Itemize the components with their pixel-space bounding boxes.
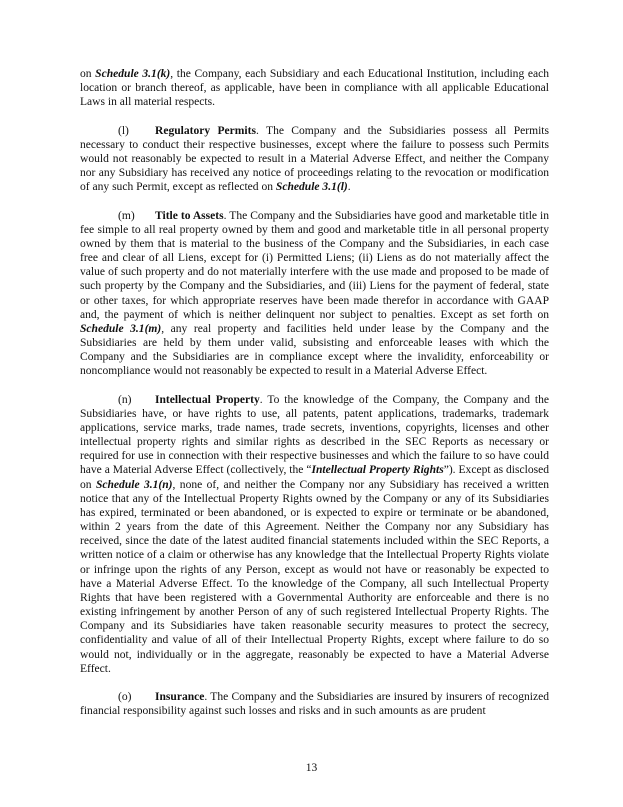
text: . The Company and the Subsidiaries possess all Permits necessary to conduct their respective businesses, except where the failure to possess such Permits would not reasonably be expected to result in a Material Adverse Effect, and neither the Company nor any Subsidiary has received any notice of proceedings relating to the revocation or modification of any such Permit, except as reflected on [80, 124, 550, 194]
section-heading: Title to Assets [155, 209, 224, 222]
text: , any real property and facilities held under lease by the Company and the Subsidiaries are held by them under valid, subsisting and enforceable leases with which the Company and the Subsidiaries are in compliance except where the invalidity, enforceability or noncompliance would not reasonably be expected to result in a Material Adverse Effect. [80, 322, 549, 378]
schedule-reference: Schedule 3.1(m) [80, 322, 162, 335]
text: on [80, 68, 96, 80]
schedule-reference: Schedule 3.1(n) [95, 478, 173, 491]
section-heading: Regulatory Permits [155, 124, 256, 137]
defined-term: Intellectual Property Rights [311, 464, 444, 477]
section-number: (l) [118, 124, 129, 137]
text: . [347, 181, 351, 194]
section-heading: Insurance [155, 691, 205, 703]
section-number: (o) [118, 691, 132, 703]
schedule-reference: Schedule 3.1(k) [95, 68, 171, 80]
text: , the Company, each Subsidiary and each Educational Institution, including each location or branch thereof, as applicable, have been in compliance with all applicable Educational Laws in all material respects. [80, 68, 549, 109]
paragraph-k-continued [80, 67, 549, 109]
paragraph-m-title-to-assets [80, 209, 549, 379]
section-number: (n) [118, 393, 132, 406]
paragraph-o-insurance [80, 690, 549, 718]
paragraph-l-regulatory-permits [80, 124, 549, 195]
text: . The Company and the Subsidiaries are insured by insurers of recognized financial responsibility against such losses and risks and in such amounts as are prudent [80, 691, 549, 718]
schedule-reference: Schedule 3.1(l) [275, 181, 348, 194]
text: . To the knowledge of the Company, the Company and the Subsidiaries have, or have rights to use, all patents, patent applications, trademarks, trademark applications, service marks, trade names, trade secrets, inventions, copyrights, licenses and other intellectual property rights and similar rights as described in the SEC Reports as necessary or required for use in connection with their respective businesses and which the failure to so have could have a Material Adverse Effect (collectively, the “ [80, 393, 549, 477]
text: ”). Except as disclosed on [80, 464, 550, 491]
text: , none of, and neither the Company nor any Subsidiary has received a written notice that any of the Intellectual Property Rights owned by the Company or any of its Subsidiaries has expired, terminated or been abandoned, or is expected to expire or terminate or be abandoned, within 2 years from the date of this Agreement. Neither the Company nor any Subsidiary has received, since the date of the latest audited financial statements included within the SEC Reports, a written notice of a claim or otherwise has any knowledge that the Intellectual Property Rights violate or infringe upon the rights of any Person, except as would not have or reasonably be expected to have a Material Adverse Effect. To the knowledge of the Company, all such Intellectual Property Rights that have been registered with a Governmental Authority are enforceable and there is no existing infringement by another Person of any of such registered Intellectual Property Rights. The Company and its Subsidiaries have taken reasonable security measures to protect the secrecy, confidentiality and value of all of their Intellectual Property Rights, except where failure to do so would not, individually or in the aggregate, reasonably be expected to have a Material Adverse Effect. [80, 478, 549, 675]
page-number: 13 [305, 762, 318, 774]
paragraph-n-intellectual-property [80, 393, 549, 676]
section-number: (m) [118, 209, 135, 222]
section-heading: Intellectual Property [155, 393, 260, 406]
text: . The Company and the Subsidiaries have good and marketable title in fee simple to all real property owned by them and good and marketable title in all personal property owned by them that is material to the business of the Company and the Subsidiaries, in each case free and clear of all Liens, except for (i) Permitted Liens; (ii) Liens as do not materially affect the value of such property and do not materially interfere with the use made and proposed to be made of such property by the Company and the Subsidiaries, and (iii) Liens for the payment of federal, state or other taxes, for which appropriate reserves have been made therefor in accordance with GAAP and, the payment of which is neither delinquent nor subject to penalties. Except as set forth on [80, 209, 549, 321]
